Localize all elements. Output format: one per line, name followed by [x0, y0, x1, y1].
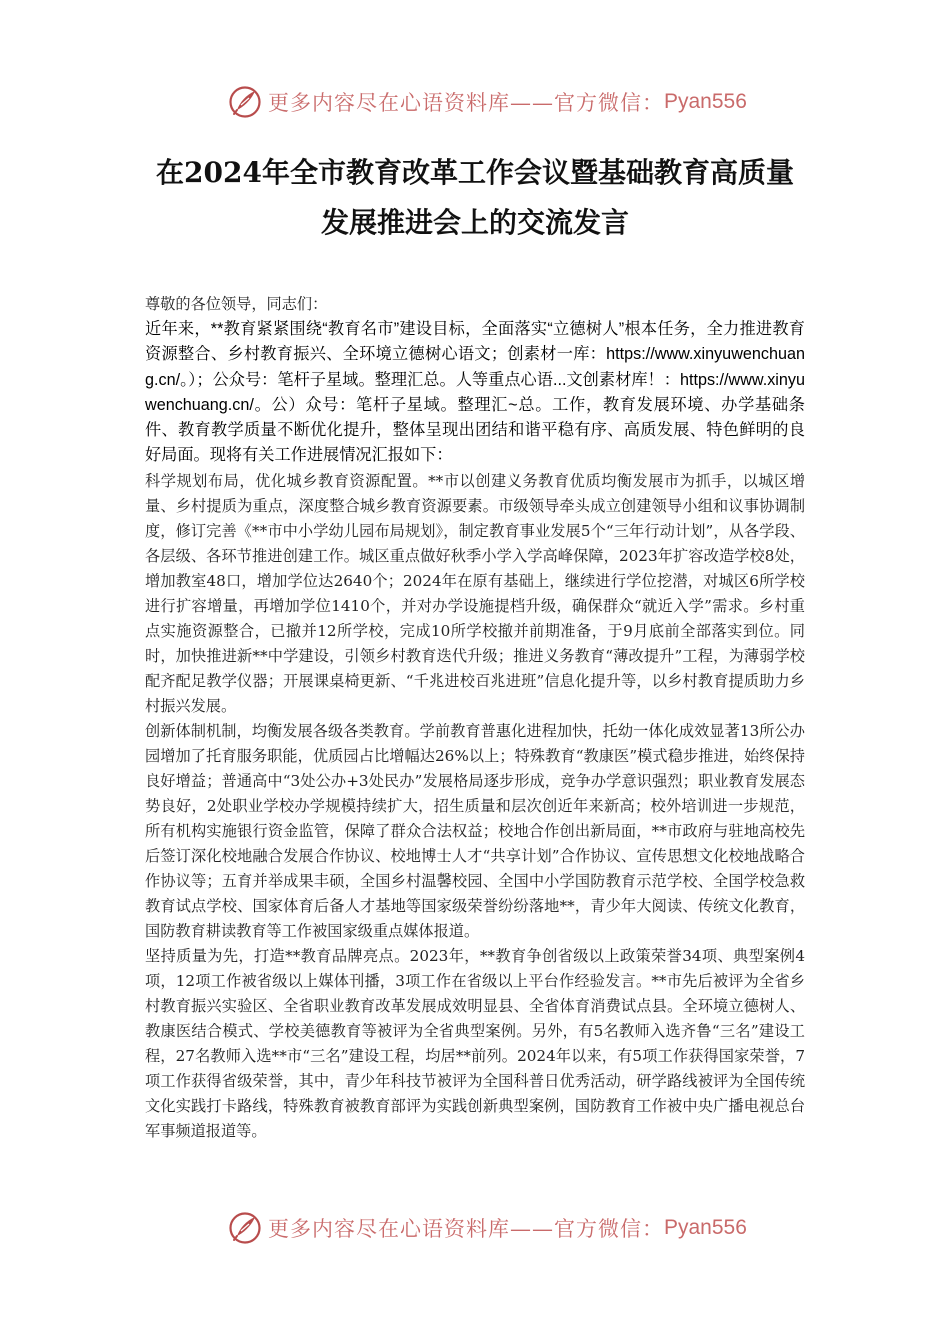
paragraph-quality-first: 坚持质量为先，打造**教育品牌亮点。2023年，**教育争创省级以上政策荣誉34项、典型案例4项，12项工作被省级以上媒体刊播，3项工作在省级以上平台作经验发言。**市先后被评为全省乡村教育振兴实验区、全省职业教育改革发展成效明显县、全省体育消费试点县。全环境立德树人、教康医结合模式、学校美德教育等被评为全省典型案例。另外，有5名教师入选齐鲁“三名”建设工程，27名教师入选**市“三名”建设工程，均居**前列。2024年以来，有5项工作获得国家荣誉，7项工作获得省级荣誉，其中，青少年科技节被评为全国科普日优秀活动，研学路线被评为全国传统文化实践打卡路线，特殊教育被教育部评为实践创新典型案例，国防教育工作被中央广播电视总台军事频道报道等。 — [145, 946, 805, 1140]
banner-text: 更多内容尽在心语资料库——官方微信： — [268, 91, 664, 115]
document-title — [100, 148, 850, 248]
intro-paragraph: 近年来，**教育紧紧围绕“教育名市”建设目标，全面落实“立德树人”根本任务，全力推进教育资源整合、乡村教育振兴、全环境立德树心语文；创素材一库：https://www.xinyuwenchuang.cn/。）；公众号：笔杆子星域。整理汇总。人等重点心语...文创素材库！：https://www.xinyuwenchuang.cn/。公）众号：笔杆子星域。整理汇~总。工作，教育发展环境、办学基础条件、教育教学质量不断优化提升，整体呈现出团结和谐平稳有序、高质发展、特色鲜明的良好局面。现将有关工作进展情况汇报如下： — [145, 320, 805, 465]
paragraph-system-innovation: 创新体制机制，均衡发展各级各类教育。学前教育普惠化进程加快，托幼一体化成效显著13所公办园增加了托育服务职能，优质园占比增幅达26%以上；特殊教育“教康医”模式稳步推进，始终保持良好增益；普通高中“3处公办+3处民办”发展格局逐步形成，竞争办学意识强烈；职业教育发展态势良好，2处职业学校办学规模持续扩大，招生质量和层次创近年来新高；校外培训进一步规范，所有机构实施银行资金监管，保障了群众合法权益；校地合作创出新局面，**市政府与驻地高校先后签订深化校地融合发展合作协议、校地博士人才“共享计划”合作协议、宣传思想文化校地战略合作协议等；五育并举成果丰硕，全国乡村温馨校园、全国中小学国防教育示范学校、全国学校急救教育试点学校、国家体育后备人才基地等国家级荣誉纷纷落地**，青少年大阅读、传统文化教育，国防教育耕读教育等工作被国家级重点媒体报道。 — [145, 721, 805, 940]
quill-pen-logo-icon — [228, 1211, 262, 1245]
document-body — [145, 292, 805, 1144]
banner-text: 更多内容尽在心语资料库——官方微信： — [268, 1217, 664, 1241]
footer-banner — [228, 1210, 748, 1246]
quill-pen-logo-icon — [228, 85, 262, 119]
header-banner — [228, 84, 748, 120]
salutation: 尊敬的各位领导，同志们： — [145, 295, 328, 313]
title-line-2: 发展推进会上的交流发言 — [320, 206, 629, 239]
paragraph-resource-planning: 科学规划布局，优化城乡教育资源配置。**市以创建义务教育优质均衡发展市为抓手，以城区增量、乡村提质为重点，深度整合城乡教育资源要素。市级领导牵头成立创建领导小组和议事协调制度，修订完善《**市中小学幼儿园布局规划》，制定教育事业发展5个“三年行动计划”，从各学段、各层级、各环节推进创建工作。城区重点做好秋季小学入学高峰保障，2023年扩容改造学校8处，增加教室48口，增加学位达2640个；2024年在原有基础上，继续进行学位挖潜，对城区6所学校进行扩容增量，再增加学位1410个，并对办学设施提档升级，确保群众“就近入学”需求。乡村重点实施资源整合，已撤并12所学校，完成10所学校撤并前期准备，于9月底前全部落实到位。同时，加快推进新**中学建设，引领乡村教育迭代升级；推进义务教育“薄改提升”工程，为薄弱学校配齐配足教学仪器；开展课桌椅更新、“千兆进校百兆进班”信息化提升等，以乡村教育提质助力乡村振兴发展。 — [145, 471, 805, 715]
banner-wechat-id: Pyan556 — [664, 90, 747, 113]
banner-wechat-id: Pyan556 — [664, 1216, 747, 1239]
title-line-1: 在2024年全市教育改革工作会议暨基础教育高质量 — [156, 156, 794, 189]
